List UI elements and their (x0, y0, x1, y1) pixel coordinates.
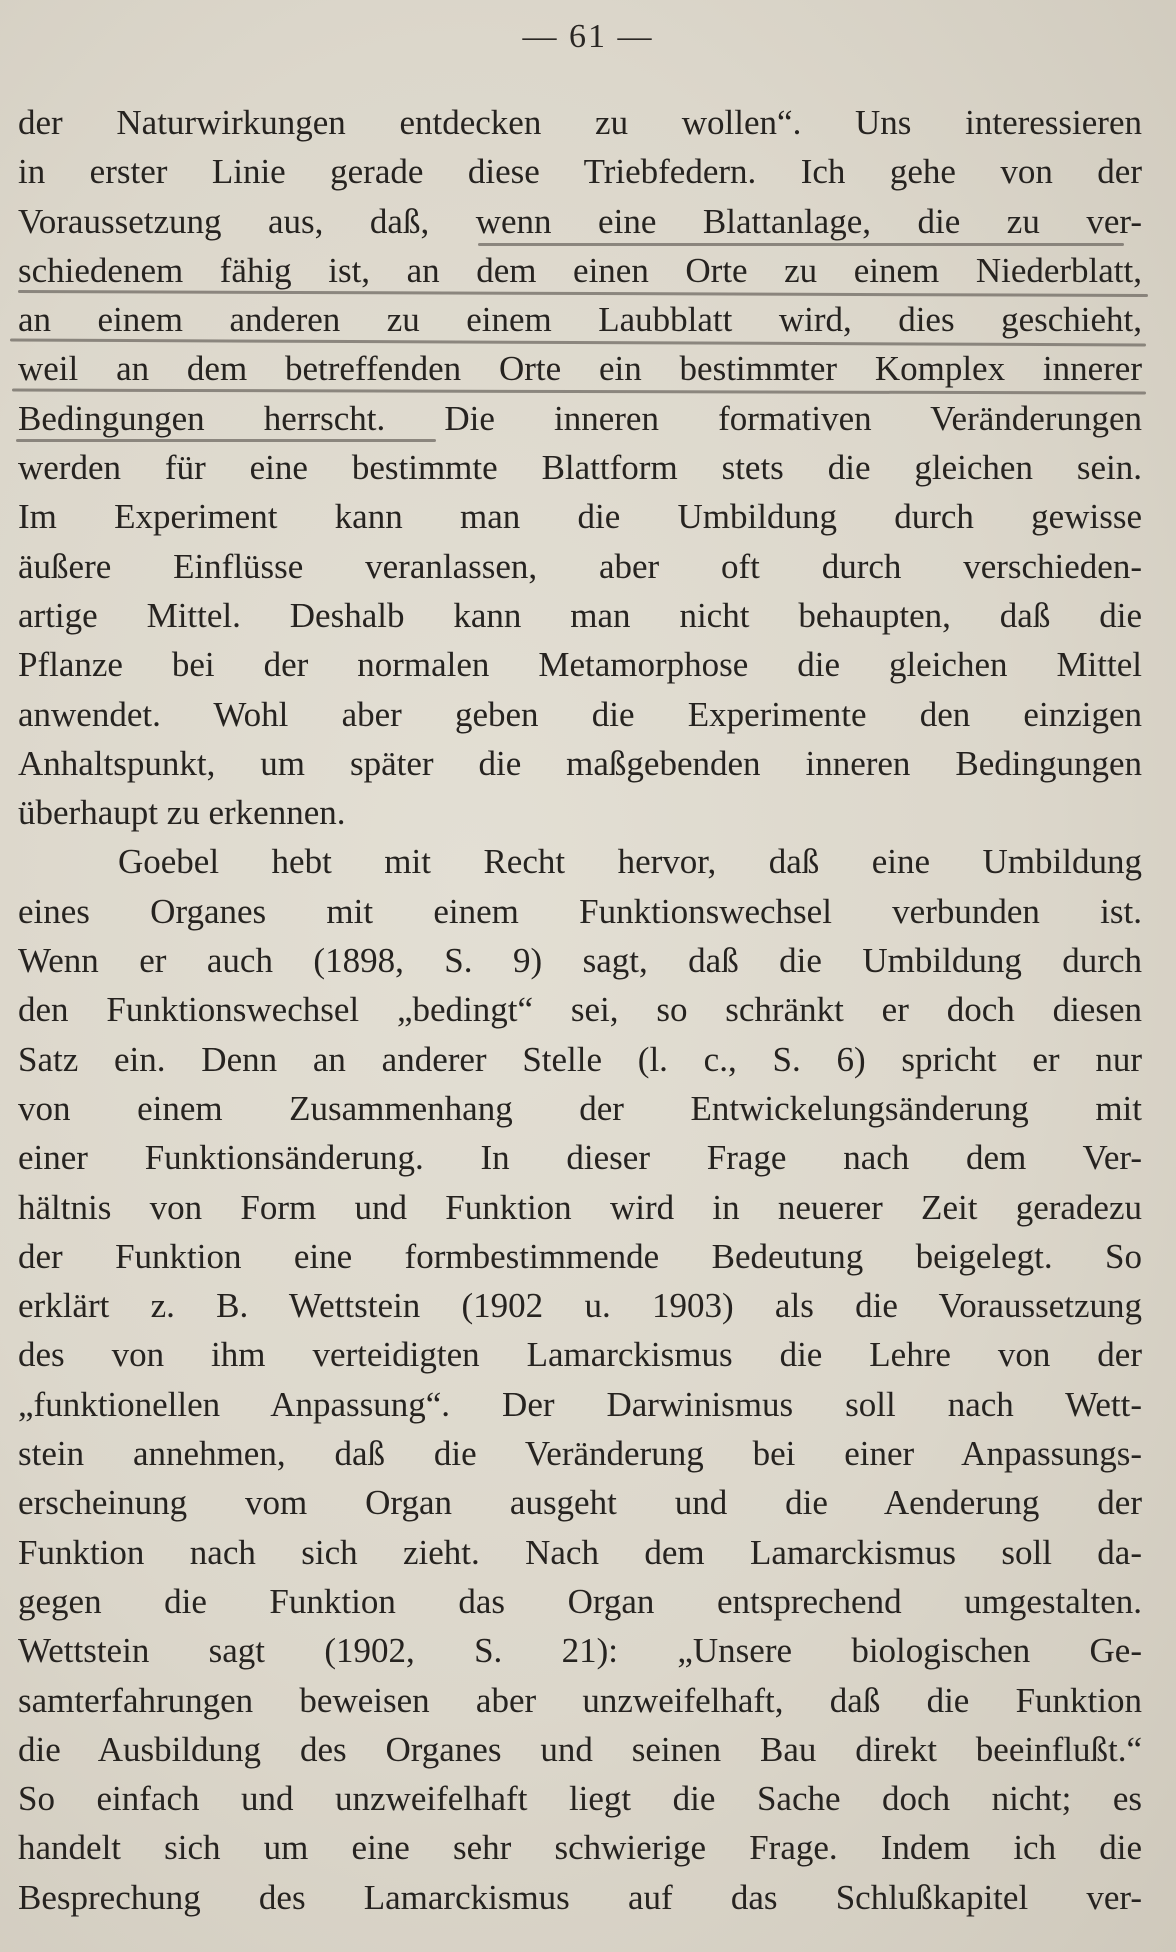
text-line: handelt sich um eine sehr schwierige Frage. Indem ich die (18, 1828, 1142, 1868)
text-line: schiedenem fähig ist, an dem einen Orte zu einem Niederblatt, (18, 250, 1142, 290)
text-line: von einem Zusammenhang der Entwickelungsänderung mit (18, 1088, 1142, 1128)
text-line: den Funktionswechsel „bedingt“ sei, so schränkt er doch diesen (18, 990, 1142, 1030)
text-line: einer Funktionsänderung. In dieser Frage nach dem Ver- (18, 1138, 1142, 1178)
text-line: an einem anderen zu einem Laubblatt wird, dies geschieht, (18, 300, 1142, 340)
text-line: gegen die Funktion das Organ entsprechend umgestalten. (18, 1581, 1142, 1621)
text-line: die Ausbildung des Organes und seinen Bau direkt beeinflußt.“ (18, 1729, 1142, 1769)
text-line: Wenn er auch (1898, S. 9) sagt, daß die Umbildung durch (18, 941, 1142, 981)
text-line: Goebel hebt mit Recht hervor, daß eine Umbildung (118, 842, 1142, 882)
text-line: werden für eine bestimmte Blattform stets die gleichen sein. (18, 448, 1142, 488)
text-line: Wettstein sagt (1902, S. 21): „Unsere biologischen Ge- (18, 1631, 1142, 1671)
paragraph-2 (18, 837, 1142, 1922)
text-line: Pflanze bei der normalen Metamorphose die gleichen Mittel (18, 645, 1142, 685)
text-line: Satz ein. Denn an anderer Stelle (l. c., S. 6) spricht er nur (18, 1039, 1142, 1079)
text-line: Voraussetzung aus, daß, wenn eine Blattanlage, die zu ver- (18, 201, 1142, 241)
paragraph-1 (18, 98, 1142, 837)
text-line: in erster Linie gerade diese Triebfedern. Ich gehe von der (18, 152, 1142, 192)
text-line: erklärt z. B. Wettstein (1902 u. 1903) als die Voraussetzung (18, 1286, 1142, 1326)
text-line: der Funktion eine formbestimmende Bedeutung beigelegt. So (18, 1236, 1142, 1276)
text-line: Anhaltspunkt, um später die maßgebenden inneren Bedingungen (18, 743, 1142, 783)
text-line: weil an dem betreffenden Orte ein bestimmter Komplex innerer (18, 349, 1142, 389)
text-line: „funktionellen Anpassung“. Der Darwinismus soll nach Wett- (18, 1384, 1142, 1424)
text-line: stein annehmen, daß die Veränderung bei einer Anpassungs- (18, 1434, 1142, 1474)
text-line: Besprechung des Lamarckismus auf das Schlußkapitel ver- (18, 1877, 1142, 1917)
text-line: anwendet. Wohl aber geben die Experimente den einzigen (18, 694, 1142, 734)
text-line: samterfahrungen beweisen aber unzweifelhaft, daß die Funktion (18, 1680, 1142, 1720)
page-number: — 61 — (522, 18, 654, 55)
body-text (18, 98, 1142, 1922)
text-line: erscheinung vom Organ ausgeht und die Aenderung der (18, 1483, 1142, 1523)
text-line: des von ihm verteidigten Lamarckismus die Lehre von der (18, 1335, 1142, 1375)
text-line: äußere Einflüsse veranlassen, aber oft durch verschieden- (18, 546, 1142, 586)
text-line: überhaupt zu erkennen. (18, 793, 346, 833)
text-line: Funktion nach sich zieht. Nach dem Lamarckismus soll da- (18, 1532, 1142, 1572)
text-line: eines Organes mit einem Funktionswechsel verbunden ist. (18, 891, 1142, 931)
text-line: Bedingungen herrscht. Die inneren formativen Veränderungen (18, 398, 1142, 438)
text-line: hältnis von Form und Funktion wird in neuerer Zeit geradezu (18, 1187, 1142, 1227)
text-line: So einfach und unzweifelhaft liegt die Sache doch nicht; es (18, 1779, 1142, 1819)
text-line: Im Experiment kann man die Umbildung durch gewisse (18, 497, 1142, 537)
text-line: der Naturwirkungen entdecken zu wollen“. Uns interessieren (18, 103, 1142, 142)
text-line: artige Mittel. Deshalb kann man nicht behaupten, daß die (18, 595, 1142, 635)
